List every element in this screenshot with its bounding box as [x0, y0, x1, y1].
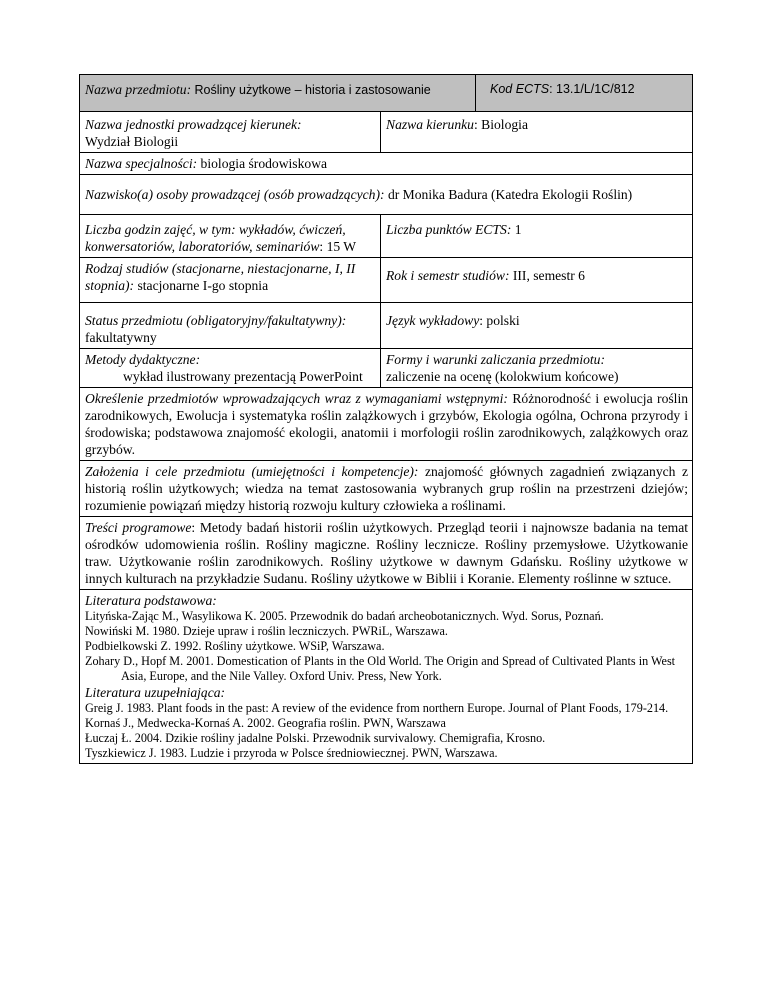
methods-row: [80, 349, 693, 388]
prerequisites-cell: [80, 388, 693, 461]
prerequisites-row: [80, 388, 693, 461]
basic-literature-label: Literatura podstawowa:: [85, 593, 217, 608]
status-value: fakultatywny: [85, 330, 157, 345]
specialty-row: [80, 153, 693, 175]
lecturers-label: Nazwisko(a) osoby prowadzącej (osób prowadzących):: [85, 187, 385, 202]
unit-value: Wydział Biologii: [85, 134, 179, 149]
subject-label: Nazwa przedmiotu:: [85, 82, 192, 97]
lecturers-cell: [80, 175, 693, 215]
ects-points-value: 1: [511, 222, 522, 237]
methods-cell: [80, 349, 381, 388]
hours-cell: [80, 215, 381, 258]
unit-label: Nazwa jednostki prowadzącej kierunek:: [85, 117, 302, 132]
methods-label: Metody dydaktyczne:: [85, 352, 201, 367]
course-table: [79, 74, 693, 764]
list-item: Nowiński M. 1980. Dzieje upraw i roślin leczniczych. PWRiL, Warszawa.: [85, 624, 448, 638]
course-card: [79, 74, 692, 764]
language-value: : polski: [479, 313, 520, 328]
literature-cell: [80, 590, 693, 764]
list-item: Zohary D., Hopf M. 2001. Domestication of Plants in the Old World. The Origin and Spread of Cultivated Plants in West Asia, Europe, and the Nile Valley. Oxford Univ. Press, New York.: [85, 654, 676, 683]
ects-code-value: : 13.1/L/1C/812: [549, 82, 635, 96]
list-item: Greig J. 1983. Plant foods in the past: A review of the evidence from northern Europe. Journal of Plant Foods, 179-214.: [85, 701, 669, 715]
contents-value: : Metody badań historii roślin użytkowych. Przegląd teorii i najnowsze badania na temat ośrodków udomowienia roślin. Rośliny magiczne. Rośliny lecznicze. Rośliny przemysłowe. Użytkowanie traw. Użytkowanie roślin zarodnikowych. Rośliny użytkowe w dawnym Gdańsku. Rośliny użytkowe w innych kulturach na przykładzie Sudanu. Rośliny użytkowe w Biblii i Koranie. Elementy roślinne w sztuce.: [85, 520, 689, 586]
status-cell: [80, 303, 381, 349]
header-row: [80, 75, 693, 112]
prerequisites-label: Określenie przedmiotów wprowadzających wraz z wymaganiami wstępnymi:: [85, 391, 508, 406]
goals-label: Założenia i cele przedmiotu (umiejętności i kompetencje):: [85, 464, 419, 479]
study-type-cell: [80, 258, 381, 303]
language-label: Język wykładowy: [386, 313, 480, 328]
list-item: Tyszkiewicz J. 1983. Ludzie i przyroda w Polsce średniowiecznej. PWN, Warszawa.: [85, 746, 498, 760]
study-type-label: Rodzaj studiów (stacjonarne, niestacjonarne, I, II stopnia):: [85, 261, 356, 293]
unit-row: [80, 112, 693, 153]
goals-row: [80, 461, 693, 517]
list-item: Kornaś J., Medwecka-Kornaś A. 2002. Geografia roślin. PWN, Warszawa: [85, 716, 446, 730]
subject-value: Rośliny użytkowe – historia i zastosowanie: [194, 83, 431, 97]
language-cell: [381, 303, 693, 349]
study-type-row: [80, 258, 693, 303]
ects-points-cell: [381, 215, 693, 258]
ects-code-cell: [476, 75, 693, 112]
contents-row: [80, 517, 693, 590]
specialty-cell: [80, 153, 693, 175]
hours-label: Liczba godzin zajęć, w tym: wykładów, ćwiczeń, konwersatoriów, laboratoriów, seminariów: [85, 222, 346, 254]
specialty-value: biologia środowiskowa: [197, 156, 328, 171]
list-item: Łuczaj Ł. 2004. Dzikie rośliny jadalne Polski. Przewodnik survivalowy. Chemigrafia, Krosno.: [85, 731, 546, 745]
field-value: : Biologia: [473, 117, 528, 132]
hours-row: [80, 215, 693, 258]
goals-cell: [80, 461, 693, 517]
contents-cell: [80, 517, 693, 590]
specialty-label: Nazwa specjalności:: [85, 156, 198, 171]
unit-cell: [80, 112, 381, 153]
supplementary-literature-label: Literatura uzupełniająca:: [85, 685, 226, 700]
hours-value: : 15 W: [319, 239, 357, 254]
assessment-cell: [381, 349, 693, 388]
contents-label: Treści programowe: [85, 520, 192, 535]
year-label: Rok i semestr studiów:: [386, 268, 510, 283]
field-cell: [381, 112, 693, 153]
methods-value: wykład ilustrowany prezentacją PowerPoint: [123, 369, 363, 384]
literature-row: [80, 590, 693, 764]
prerequisites-value: Różnorodność i ewolucja roślin zarodnikowych, Ewolucja i systematyka roślin zalążkowych i grzybów, Ekologia ogólna, Ochrona przyrody i środowiska; podstawowa znajomość ekologii, anatomii i morfologii roślin zarodnikowych, zalążkowych oraz grzybów.: [85, 391, 689, 457]
year-cell: [381, 258, 693, 303]
subject-cell: [80, 75, 476, 112]
status-row: [80, 303, 693, 349]
study-type-value: stacjonarne I-go stopnia: [134, 278, 269, 293]
list-item: Lityńska-Zając M., Wasylikowa K. 2005. Przewodnik do badań archeobotanicznych. Wyd. Sorus, Poznań.: [85, 609, 604, 623]
status-label: Status przedmiotu (obligatoryjny/fakultatywny):: [85, 313, 347, 328]
year-value: III, semestr 6: [509, 268, 585, 283]
goals-value: znajomość głównych zagadnień związanych z historią roślin użytkowych; wiedza na temat zastosowania wybranych grup roślin na przestrzeni dziejów; rozumienie powiązań między historią rozwoju kultury człowieka a roślinami.: [85, 464, 689, 513]
lecturers-value: dr Monika Badura (Katedra Ekologii Roślin): [384, 187, 633, 202]
assessment-label: Formy i warunki zaliczania przedmiotu:: [386, 352, 606, 367]
assessment-value: zaliczenie na ocenę (kolokwium końcowe): [386, 369, 619, 384]
ects-code-label: Kod ECTS: [490, 82, 550, 96]
lecturers-row: [80, 175, 693, 215]
field-label: Nazwa kierunku: [386, 117, 474, 132]
list-item: Podbielkowski Z. 1992. Rośliny użytkowe. WSiP, Warszawa.: [85, 639, 385, 653]
ects-points-label: Liczba punktów ECTS:: [386, 222, 512, 237]
